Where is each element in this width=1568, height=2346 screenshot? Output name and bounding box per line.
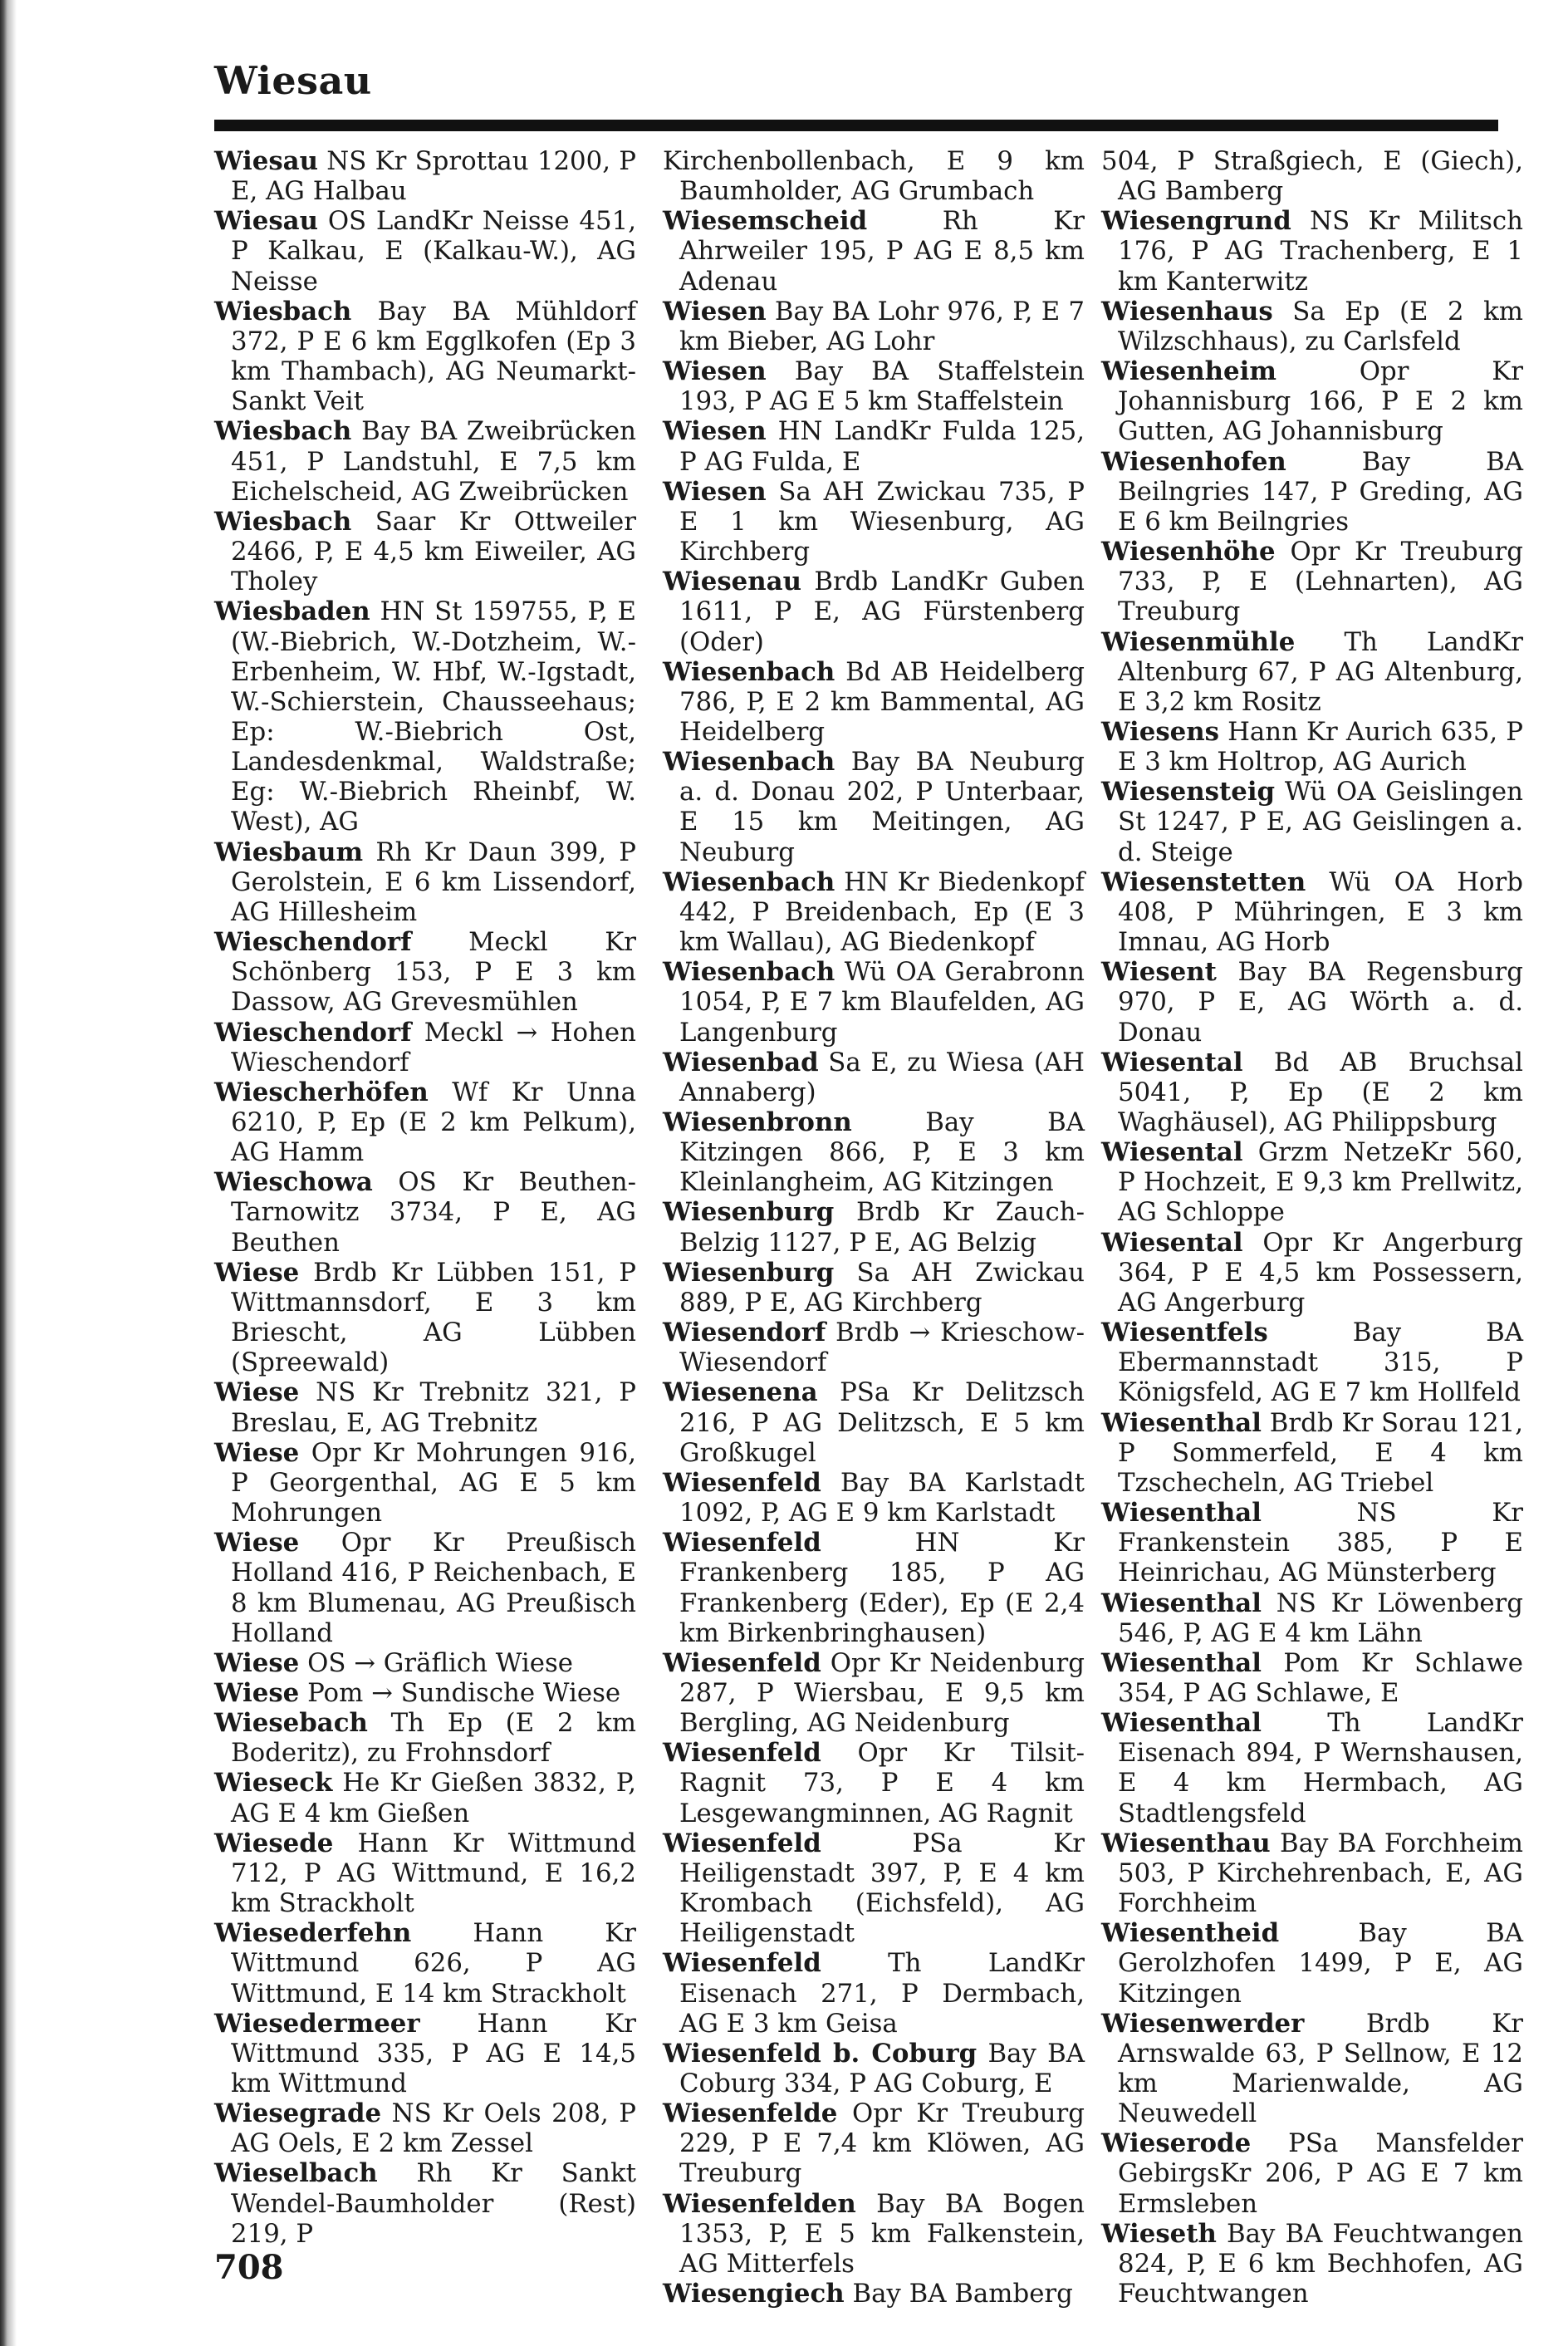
entry <box>663 957 1085 1047</box>
page-number: 708 <box>214 2248 284 2287</box>
entry <box>663 657 1085 747</box>
entry <box>1101 867 1523 957</box>
entry-headword: Wiese <box>214 1528 300 1558</box>
entry <box>663 867 1085 957</box>
entry-text: OS → Gräflich Wiese <box>307 1647 573 1678</box>
entry-text: Wf Kr Unna 6210, P, Ep (E 2 km Pelkum), AG Hamm <box>231 1077 636 1168</box>
entry-headword: Wiesenfeld <box>663 1948 821 1979</box>
entry-text: Wü OA Geislingen St 1247, P E, AG Geislingen a. d. Steige <box>1118 777 1523 867</box>
entry <box>663 206 1085 296</box>
entry-text: NS Kr Sprottau 1200, P E, AG Halbau <box>231 146 637 207</box>
entry-headword: Wiesen <box>663 296 767 326</box>
entry-text: Bay BA Beilngries 147, P Greding, AG E 6 km Beilngries <box>1118 446 1523 537</box>
entry-headword: Wiesenwerder <box>1101 2008 1305 2039</box>
entry-text: Bd AB Heidelberg 786, P, E 2 km Bammental, AG Heidelberg <box>679 656 1085 747</box>
entry-text: Opr Kr Angerburg 364, P E 4,5 km Possessern, AG Angerburg <box>1118 1227 1523 1318</box>
entry <box>214 596 636 837</box>
entry-text: Sa AH Zwickau 889, P E, AG Kirchberg <box>679 1257 1085 1318</box>
entry <box>1101 2009 1523 2129</box>
entry <box>663 356 1085 416</box>
entry <box>214 2009 636 2098</box>
entry <box>1101 447 1523 537</box>
entry <box>214 1077 636 1167</box>
entry <box>1101 1048 1523 1137</box>
entry-text: Bay BA Forchheim 503, P Kirchehrenbach, E, AG Forchheim <box>1118 1828 1523 1919</box>
entry-headword: Wiesenthal <box>1101 1708 1262 1739</box>
entry-headword: Wiesentfels <box>1101 1318 1268 1348</box>
entry-text: Bay BA Neuburg a. d. Donau 202, P Unterbaar, E 15 km Meitingen, AG Neuburg <box>679 747 1085 867</box>
entry-headword: Wieschowa <box>214 1167 373 1198</box>
entry-headword: Wiesenfeld b. Coburg <box>663 2038 978 2069</box>
entry-text: OS LandKr Neisse 451, P Kalkau, E (Kalkau-W.), AG Neisse <box>231 206 636 297</box>
entry <box>1101 356 1523 446</box>
entry-headword: Wiesau <box>214 206 319 237</box>
entry <box>214 1678 636 1708</box>
entry-headword: Wiesenena <box>663 1377 818 1408</box>
entry-headword: Wiesau <box>214 146 319 176</box>
entry-text: Wü OA Gerabronn 1054, P, E 7 km Blaufelden, AG Langenburg <box>679 957 1085 1048</box>
entry-text: Rh Kr Daun 399, P Gerolstein, E 6 km Lissendorf, AG Hillesheim <box>231 837 636 927</box>
entry-text: Opr Kr Neidenburg 287, P Wiersbau, E 9,5 km Bergling, AG Neidenburg <box>679 1647 1085 1739</box>
entry-headword: Wiesebach <box>214 1708 368 1739</box>
entry <box>663 146 1085 206</box>
entry <box>214 1648 636 1678</box>
entry <box>663 1107 1085 1197</box>
entry-headword: Wiesent <box>1101 957 1217 988</box>
entry-text: Hann Kr Wittmund 335, P AG E 14,5 km Wittmund <box>231 2008 637 2098</box>
entry <box>1101 537 1523 626</box>
entry <box>663 1258 1085 1318</box>
entry-text: NS Kr Trebnitz 321, P Breslau, E, AG Trebnitz <box>231 1377 637 1438</box>
entry-text: Opr Kr Tilsit-Ragnit 73, P E 4 km Lesgewangminnen, AG Ragnit <box>679 1738 1085 1828</box>
entry-headword: Wiesbaum <box>214 837 364 867</box>
entry <box>214 1018 636 1077</box>
entry-headword: Wiesenau <box>663 567 802 597</box>
entry-text: Brdb Kr Zauch-Belzig 1127, P E, AG Belzig <box>679 1197 1085 1258</box>
entry-headword: Wiesenfeld <box>663 1647 821 1678</box>
entry-text: Pom Kr Schlawe 354, P AG Schlawe, E <box>1118 1647 1523 1708</box>
entry-headword: Wiesbach <box>214 296 352 326</box>
entry <box>1101 957 1523 1047</box>
entry-headword: Wiesen <box>663 416 767 447</box>
entry <box>663 2279 1085 2309</box>
entry-headword: Wiescherhöfen <box>214 1077 429 1107</box>
entry <box>1101 2219 1523 2309</box>
entry-text: Bay BA Coburg 334, P AG Coburg, E <box>679 2038 1085 2098</box>
entry <box>214 1438 636 1528</box>
page-header: Wiesau <box>214 58 372 103</box>
entry-text: NS Kr Löwenberg 546, P, AG E 4 km Lähn <box>1118 1588 1523 1648</box>
entry <box>214 837 636 927</box>
entry <box>663 1197 1085 1257</box>
entry-headword: Wiesenthau <box>1101 1828 1271 1858</box>
entry <box>214 1167 636 1257</box>
entry-text: Bay BA Karlstadt 1092, P, AG E 9 km Karlstadt <box>679 1467 1085 1529</box>
entry-headword: Wiesenthal <box>1101 1498 1262 1529</box>
entry-text: Brdb Kr Sorau 121, P Sommerfeld, E 4 km Tzschecheln, AG Triebel <box>1118 1407 1523 1498</box>
entry <box>214 416 636 506</box>
entry-headword: Wiesenburg <box>663 1257 835 1288</box>
entry <box>1101 2128 1523 2218</box>
entry-headword: Wiesenstetten <box>1101 866 1306 897</box>
entry <box>663 1948 1085 2038</box>
entry <box>663 1528 1085 1648</box>
entry-headword: Wiese <box>214 1257 300 1288</box>
entry-headword: Wiesental <box>1101 1227 1243 1258</box>
entry <box>1101 1588 1523 1648</box>
entry-text: PSa Kr Heiligenstadt 397, P, E 4 km Krombach (Eichsfeld), AG Heiligenstadt <box>679 1828 1085 1949</box>
entry <box>663 297 1085 356</box>
entry <box>214 206 636 296</box>
entry-text: Bay BA Ebermannstadt 315, P Königsfeld, AG E 7 km Hollfeld <box>1118 1318 1523 1408</box>
entry-headword: Wiesenfelde <box>663 2098 838 2129</box>
column-3 <box>1101 146 1523 2309</box>
column-2 <box>663 146 1085 2309</box>
entry-text: Opr Kr Mohrungen 916, P Georgenthal, AG E 5 km Mohrungen <box>231 1437 636 1529</box>
entry-text: Opr Kr Treuburg 229, P E 7,4 km Klöwen, AG Treuburg <box>679 2098 1085 2189</box>
entry <box>1101 206 1523 296</box>
entry-text: Sa Ep (E 2 km Wilzschhaus), zu Carlsfeld <box>1118 296 1523 356</box>
entry <box>663 416 1085 476</box>
entry-text: Opr Kr Treuburg 733, P, E (Lehnarten), AG Treuburg <box>1118 537 1523 627</box>
entry-text: Th LandKr Altenburg 67, P AG Altenburg, E 3,2 km Rositz <box>1118 626 1523 717</box>
entry-headword: Wiesenbach <box>663 957 835 988</box>
entry-text: Bay BA Lohr 976, P, E 7 km Bieber, AG Lohr <box>679 296 1085 356</box>
entry-headword: Wiesen <box>663 356 767 387</box>
entry <box>214 2098 636 2158</box>
entry <box>214 2158 636 2248</box>
entry-headword: Wieserode <box>1101 2128 1252 2159</box>
entry-text: PSa Mansfelder GebirgsKr 206, P AG E 7 km Ermsleben <box>1118 2128 1524 2219</box>
entry <box>1101 1498 1523 1588</box>
entry <box>1101 1228 1523 1318</box>
entry-text: HN St 159755, P, E (W.-Biebrich, W.-Dotzheim, W.-Erbenheim, W. Hbf, W.-Igstadt, W.-Schierstein, Chausseehaus; Ep: W.-Biebrich Ost, Landesdenkmal, Waldstraße; Eg: W.-Biebrich Rheinbf, W. West), AG <box>231 596 636 837</box>
entry <box>663 1318 1085 1377</box>
entry-text: Opr Kr Johannisburg 166, P E 2 km Gutten, AG Johannisburg <box>1118 356 1523 447</box>
entry-text: Bay BA Zweibrücken 451, P Landstuhl, E 7,5 km Eichelscheid, AG Zweibrücken <box>231 416 636 507</box>
entry <box>1101 1648 1523 1708</box>
entry-text: NS Kr Oels 208, P AG Oels, E 2 km Zessel <box>231 2098 636 2159</box>
entry <box>663 567 1085 656</box>
entry <box>214 1708 636 1768</box>
entry-headword: Wiesenmühle <box>1101 626 1296 657</box>
entry-text: Wü OA Horb 408, P Mühringen, E 3 km Imnau, AG Horb <box>1118 866 1523 958</box>
entry-text: Bay BA Regensburg 970, P E, AG Wörth a. d. Donau <box>1118 957 1523 1048</box>
entry-headword: Wiesendorf <box>663 1318 826 1348</box>
entry-text: Meckl → Hohen Wieschendorf <box>231 1017 636 1077</box>
entry <box>1101 1318 1523 1407</box>
entry-text: Brdb LandKr Guben 1611, P E, AG Fürstenberg (Oder) <box>679 567 1085 657</box>
entry-headword: Wiesenthal <box>1101 1407 1262 1438</box>
entry <box>663 2098 1085 2188</box>
entry <box>1101 1828 1523 1918</box>
entry-headword: Wiesenbach <box>663 656 835 687</box>
entry-headword: Wiesede <box>214 1828 334 1858</box>
entry-headword: Wiesenfeld <box>663 1738 821 1769</box>
entry-headword: Wiesenhofen <box>1101 446 1286 477</box>
entry-text: 504, P Straßgiech, E (Giech), AG Bamberg <box>1101 146 1523 207</box>
entry-text: HN Kr Frankenberg 185, P AG Frankenberg (Eder), Ep (E 2,4 km Birkenbringhausen) <box>679 1528 1085 1648</box>
entry-text: Bay BA Bamberg <box>852 2279 1073 2309</box>
entry <box>1101 146 1523 206</box>
entry-text: Bay BA Mühldorf 372, P E 6 km Egglkofen (Ep 3 km Thambach), AG Neumarkt-Sankt Veit <box>231 296 636 417</box>
entry-text: Brdb → Krieschow-Wiesendorf <box>679 1318 1085 1378</box>
entry-headword: Wiesenfeld <box>663 1528 821 1558</box>
entry <box>1101 1918 1523 2008</box>
entry <box>1101 1708 1523 1828</box>
entry-headword: Wiesenburg <box>663 1197 835 1228</box>
entry-text: Bd AB Bruchsal 5041, P, Ep (E 2 km Waghäusel), AG Philippsburg <box>1118 1047 1523 1137</box>
entry-headword: Wiesens <box>1101 716 1219 747</box>
entry <box>1101 1137 1523 1227</box>
entry-text: HN LandKr Fulda 125, P AG Fulda, E <box>679 416 1085 477</box>
entry-text: Sa AH Zwickau 735, P E 1 km Wiesenburg, AG Kirchberg <box>679 476 1085 567</box>
entry-text: NS Kr Militsch 176, P AG Trachenberg, E 1 km Kanterwitz <box>1118 206 1523 297</box>
entry-text: Bay BA Staffelstein 193, P AG E 5 km Staffelstein <box>679 356 1085 417</box>
header-rule <box>214 120 1498 131</box>
entry <box>1101 777 1523 866</box>
entry-text: Brdb Kr Arnswalde 63, P Sellnow, E 12 km Marienwalde, AG Neuwedell <box>1118 2008 1523 2129</box>
entry-headword: Wiesenbad <box>663 1047 819 1077</box>
entry-text: Hann Kr Wittmund 712, P AG Wittmund, E 16,2 km Strackholt <box>231 1828 637 1919</box>
entry-headword: Wiesentheid <box>1101 1918 1280 1949</box>
entry-text: He Kr Gießen 3832, P, AG E 4 km Gießen <box>231 1768 636 1828</box>
entry-headword: Wiesengiech <box>663 2279 845 2309</box>
entry-headword: Wiesental <box>1101 1047 1243 1077</box>
entry-headword: Wiese <box>214 1647 300 1678</box>
entry-text: HN Kr Biedenkopf 442, P Breidenbach, Ep (E 3 km Wallau), AG Biedenkopf <box>679 866 1085 958</box>
entry <box>1101 1408 1523 1498</box>
entry <box>663 1648 1085 1738</box>
entry-headword: Wiesensteig <box>1101 777 1276 807</box>
entry-headword: Wieseck <box>214 1768 333 1799</box>
entry-headword: Wiesenfeld <box>663 1467 821 1498</box>
entry <box>214 1258 636 1378</box>
entry-headword: Wiesenthal <box>1101 1647 1262 1678</box>
entry-headword: Wiesenthal <box>1101 1588 1262 1618</box>
entry <box>663 1377 1085 1467</box>
entry-text: Th LandKr Eisenach 894, P Wernshausen, E 4 km Hermbach, AG Stadtlengsfeld <box>1118 1708 1523 1828</box>
entry <box>663 1828 1085 1949</box>
entry-headword: Wiesenbronn <box>663 1107 852 1137</box>
entry-text: Th LandKr Eisenach 271, P Dermbach, AG E 3 km Geisa <box>679 1948 1085 2039</box>
entry-headword: Wieseth <box>1101 2218 1217 2249</box>
entry-text: Bay BA Kitzingen 866, P, E 3 km Kleinlangheim, AG Kitzingen <box>679 1107 1085 1198</box>
entry <box>663 1738 1085 1828</box>
entry <box>214 1918 636 2008</box>
entry-text: Meckl Kr Schönberg 153, P E 3 km Dassow, AG Grevesmühlen <box>231 927 636 1018</box>
entry-headword: Wiese <box>214 1437 300 1468</box>
entry <box>663 747 1085 867</box>
entry-text: Bay BA Feuchtwangen 824, P, E 6 km Bechhofen, AG Feuchtwangen <box>1118 2218 1523 2309</box>
entry-text: Th Ep (E 2 km Boderitz), zu Frohnsdorf <box>231 1708 636 1769</box>
entry <box>1101 627 1523 717</box>
entry <box>663 1468 1085 1528</box>
entry-headword: Wiesbach <box>214 416 352 447</box>
entry-text: PSa Kr Delitzsch 216, P AG Delitzsch, E 5 km Großkugel <box>679 1377 1085 1468</box>
entry-text: Hann Kr Wittmund 626, P AG Wittmund, E 14 km Strackholt <box>231 1918 637 2009</box>
entry <box>214 1377 636 1437</box>
entry-headword: Wiesenhöhe <box>1101 537 1276 567</box>
entry-headword: Wiesbach <box>214 506 352 537</box>
entry-text: Pom → Sundische Wiese <box>307 1677 621 1708</box>
entry-text: Rh Kr Ahrweiler 195, P AG E 8,5 km Adenau <box>679 206 1085 297</box>
entry-headword: Wiesegrade <box>214 2098 382 2129</box>
entry-headword: Wiesenfeld <box>663 1828 821 1858</box>
page-binding-edge <box>0 0 17 2346</box>
entry <box>1101 297 1523 356</box>
entry-headword: Wiesedermeer <box>214 2008 420 2039</box>
entry-text: Bay BA Gerolzhofen 1499, P E, AG Kitzingen <box>1118 1918 1523 2009</box>
entry-headword: Wiesental <box>1101 1137 1243 1168</box>
entry-text: Rh Kr Sankt Wendel-Baumholder (Rest) 219, P <box>231 2158 636 2249</box>
entry <box>1101 717 1523 777</box>
entry <box>663 477 1085 567</box>
entry-text: Saar Kr Ottweiler 2466, P, E 4,5 km Eiweiler, AG Tholey <box>231 506 636 597</box>
entry-headword: Wiesbaden <box>214 596 370 627</box>
entry <box>663 2039 1085 2098</box>
entry-text: Hann Kr Aurich 635, P E 3 km Holtrop, AG Aurich <box>1118 716 1523 778</box>
entry <box>214 1768 636 1828</box>
entry-headword: Wiesemscheid <box>663 206 868 237</box>
entry-text: Grzm NetzeKr 560, P Hochzeit, E 9,3 km Prellwitz, AG Schloppe <box>1118 1137 1523 1228</box>
entry <box>214 507 636 596</box>
entry-headword: Wiesenbach <box>663 747 835 778</box>
entry <box>214 146 636 206</box>
entry-headword: Wiesenfelden <box>663 2188 856 2219</box>
entry-text: Opr Kr Preußisch Holland 416, P Reichenbach, E 8 km Blumenau, AG Preußisch Holland <box>231 1528 636 1648</box>
entry-text: Sa E, zu Wiesa (AH Annaberg) <box>679 1047 1085 1107</box>
entry-text: Kirchenbollenbach, E 9 km Baumholder, AG Grumbach <box>663 146 1085 207</box>
entry-headword: Wiesen <box>663 476 767 507</box>
column-1 <box>214 146 636 2249</box>
entry <box>214 297 636 417</box>
entry-text: Bay BA Bogen 1353, P, E 5 km Falkenstein, AG Mitterfels <box>679 2188 1085 2279</box>
entry-headword: Wiese <box>214 1677 300 1708</box>
entry-headword: Wiesenheim <box>1101 356 1276 387</box>
entry-headword: Wiesenbach <box>663 866 835 897</box>
entry-headword: Wiese <box>214 1377 300 1408</box>
entry-headword: Wieschendorf <box>214 1017 412 1048</box>
entry <box>214 1528 636 1648</box>
entry-text: NS Kr Frankenstein 385, P E Heinrichau, AG Münsterberg <box>1118 1498 1523 1588</box>
entry-text: OS Kr Beuthen-Tarnowitz 3734, P E, AG Beuthen <box>231 1167 636 1258</box>
entry-headword: Wiesenhaus <box>1101 296 1273 326</box>
entry-headword: Wieschendorf <box>214 927 412 958</box>
entry-headword: Wiesederfehn <box>214 1918 412 1949</box>
entry-text: Brdb Kr Lübben 151, P Wittmannsdorf, E 3 km Briescht, AG Lübben (Spreewald) <box>231 1257 636 1378</box>
entry <box>214 927 636 1017</box>
entry-headword: Wieselbach <box>214 2158 378 2189</box>
entry-headword: Wiesengrund <box>1101 206 1291 237</box>
entry <box>663 1048 1085 1107</box>
entry <box>663 2189 1085 2279</box>
entry <box>214 1828 636 1918</box>
